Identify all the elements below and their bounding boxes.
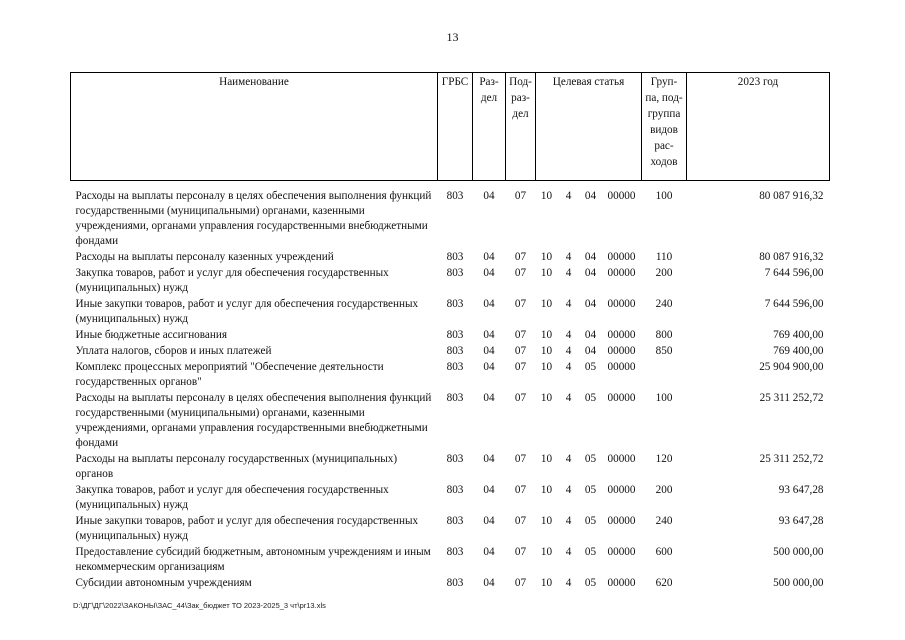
cell-name: Расходы на выплаты персоналу государственных (муниципальных) органов [75,453,398,480]
cell-podrazdel: 07 [514,546,527,558]
cell-target-program: 10 [540,361,553,373]
cell-target-complex: 05 [584,392,597,404]
cell-grbs: 803 [446,577,464,589]
table-row [71,514,830,545]
cell-target-type: 4 [565,546,572,558]
cell-target-direction: 00000 [607,267,636,279]
header-grbs: ГРБС [438,73,473,181]
cell-name: Иные закупки товаров, работ и услуг для обеспечения государственных (муниципальных) нужд [75,515,419,542]
cell-podrazdel: 07 [514,190,527,202]
cell-target-program: 10 [540,515,553,527]
cell-target-type: 4 [565,515,572,527]
file-path-footer: D:\ДГ\ДГ\2022\ЗАКОНЫ\ЗАС_44\Зак_бюджет ТО 2023-2025_3 чт\pr13.xls [73,601,326,610]
table-row [71,360,830,391]
cell-grbs: 803 [446,345,464,357]
cell-name: Комплекс процессных мероприятий "Обеспечение деятельности государственных органов" [75,361,384,388]
cell-target-complex: 05 [584,484,597,496]
cell-razdel: 04 [483,298,495,310]
table-row [71,545,830,576]
cell-razdel: 04 [483,546,495,558]
cell-name: Закупка товаров, работ и услуг для обеспечения государственных (муниципальных) нужд [75,267,389,294]
cell-target-direction: 00000 [607,392,636,404]
cell-podrazdel: 07 [514,345,527,357]
cell-expense-group: 800 [655,329,673,341]
cell-razdel: 04 [483,329,495,341]
cell-target-program: 10 [540,329,553,341]
cell-target-complex: 04 [584,267,597,279]
cell-grbs: 803 [446,267,464,279]
page-number: 13 [446,30,459,44]
cell-razdel: 04 [483,267,495,279]
cell-expense-group: 620 [655,577,673,589]
cell-podrazdel: 07 [514,577,527,589]
cell-expense-group: 110 [655,251,673,263]
cell-target-program: 10 [540,392,553,404]
cell-target-direction: 00000 [607,361,636,373]
header-target-article: Целевая статья [536,73,642,181]
cell-name: Иные закупки товаров, работ и услуг для обеспечения государственных (муниципальных) нужд [75,298,419,325]
cell-target-direction: 00000 [607,298,636,310]
cell-target-program: 10 [540,484,553,496]
cell-target-type: 4 [565,251,572,263]
cell-amount: 25 904 900,00 [759,361,824,373]
cell-target-direction: 00000 [607,577,636,589]
table-row [71,344,830,360]
cell-target-program: 10 [540,190,553,202]
cell-target-complex: 05 [584,546,597,558]
cell-amount: 80 087 916,32 [759,251,824,263]
cell-target-direction: 00000 [607,190,636,202]
cell-amount: 93 647,28 [778,515,824,527]
cell-target-program: 10 [540,546,553,558]
cell-grbs: 803 [446,453,464,465]
table-row [71,250,830,266]
cell-amount: 7 644 596,00 [764,267,824,279]
cell-razdel: 04 [483,190,495,202]
cell-name: Расходы на выплаты персоналу в целях обеспечения выполнения функций государственными (муниципальными) органами, казенными учреждениями, органами управления государственными внебюджетными фондами [75,392,432,449]
cell-name: Субсидии автономным учреждениям [75,577,252,589]
cell-name: Предоставление субсидий бюджетным, автономным учреждениям и иным некоммерческим организациям [75,546,431,573]
cell-target-direction: 00000 [607,484,636,496]
cell-target-complex: 04 [584,345,597,357]
header-podrazdel: Под- раз- дел [506,73,536,181]
table-row [71,452,830,483]
cell-amount: 769 400,00 [773,329,824,341]
cell-target-complex: 04 [584,251,597,263]
header-razdel: Раз- дел [473,73,506,181]
cell-podrazdel: 07 [514,484,527,496]
cell-expense-group: 100 [655,392,673,404]
cell-target-type: 4 [565,392,572,404]
cell-target-type: 4 [565,329,572,341]
cell-target-type: 4 [565,298,572,310]
cell-grbs: 803 [446,298,464,310]
cell-target-type: 4 [565,453,572,465]
cell-podrazdel: 07 [514,392,527,404]
cell-target-direction: 00000 [607,546,636,558]
cell-amount: 25 311 252,72 [759,392,824,404]
cell-podrazdel: 07 [514,453,527,465]
cell-expense-group: 100 [655,190,673,202]
cell-target-direction: 00000 [607,453,636,465]
cell-name: Уплата налогов, сборов и иных платежей [75,345,272,357]
cell-target-program: 10 [540,345,553,357]
cell-target-program: 10 [540,577,553,589]
cell-razdel: 04 [483,345,495,357]
cell-target-complex: 05 [584,515,597,527]
cell-amount: 500 000,00 [773,577,824,589]
cell-amount: 93 647,28 [778,484,824,496]
cell-expense-group: 200 [655,484,673,496]
table-row [71,189,830,250]
cell-razdel: 04 [483,515,495,527]
cell-target-program: 10 [540,298,553,310]
cell-target-program: 10 [540,453,553,465]
cell-target-direction: 00000 [607,251,636,263]
cell-amount: 769 400,00 [773,345,824,357]
cell-name: Расходы на выплаты персоналу казенных учреждений [75,251,334,263]
cell-amount: 500 000,00 [773,546,824,558]
cell-razdel: 04 [483,577,495,589]
cell-target-complex: 04 [584,329,597,341]
cell-podrazdel: 07 [514,267,527,279]
cell-target-program: 10 [540,251,553,263]
cell-grbs: 803 [446,392,464,404]
cell-name: Закупка товаров, работ и услуг для обеспечения государственных (муниципальных) нужд [75,484,389,511]
cell-razdel: 04 [483,484,495,496]
cell-expense-group: 600 [655,546,673,558]
cell-podrazdel: 07 [514,515,527,527]
cell-target-type: 4 [565,361,572,373]
cell-razdel: 04 [483,361,495,373]
cell-target-type: 4 [565,190,572,202]
cell-target-direction: 00000 [607,329,636,341]
table-row [71,483,830,514]
table-body [71,181,830,593]
cell-razdel: 04 [483,251,495,263]
header-expense-group: Груп- па, под- группа видов рас- ходов [642,73,687,181]
cell-expense-group: 200 [655,267,673,279]
cell-target-complex: 04 [584,190,597,202]
cell-podrazdel: 07 [514,251,527,263]
cell-expense-group: 120 [655,453,673,465]
cell-podrazdel: 07 [514,361,527,373]
cell-amount: 25 311 252,72 [759,453,824,465]
cell-grbs: 803 [446,361,464,373]
cell-expense-group: 850 [655,345,673,357]
table-row [71,391,830,452]
cell-expense-group: 240 [655,298,673,310]
header-year: 2023 год [687,73,830,181]
cell-expense-group: 240 [655,515,673,527]
table-row [71,297,830,328]
cell-target-complex: 05 [584,453,597,465]
table-row [71,328,830,344]
cell-grbs: 803 [446,546,464,558]
cell-target-program: 10 [540,267,553,279]
header-name: Наименование [71,73,438,181]
cell-grbs: 803 [446,484,464,496]
cell-target-direction: 00000 [607,345,636,357]
cell-grbs: 803 [446,329,464,341]
table-row [71,266,830,297]
cell-podrazdel: 07 [514,298,527,310]
cell-target-type: 4 [565,484,572,496]
cell-amount: 80 087 916,32 [759,190,824,202]
budget-table [70,72,830,592]
cell-target-direction: 00000 [607,515,636,527]
table-row [71,576,830,592]
cell-grbs: 803 [446,515,464,527]
cell-target-complex: 04 [584,298,597,310]
cell-target-complex: 05 [584,577,597,589]
cell-razdel: 04 [483,453,495,465]
cell-name: Расходы на выплаты персоналу в целях обеспечения выполнения функций государственными (муниципальными) органами, казенными учреждениями, органами управления государственными внебюджетными фондами [75,190,432,247]
cell-grbs: 803 [446,251,464,263]
cell-expense-group [642,360,687,391]
cell-target-type: 4 [565,577,572,589]
cell-razdel: 04 [483,392,495,404]
cell-target-type: 4 [565,267,572,279]
cell-name: Иные бюджетные ассигнования [75,329,227,341]
cell-target-type: 4 [565,345,572,357]
header-row [71,73,830,181]
cell-grbs: 803 [446,190,464,202]
cell-podrazdel: 07 [514,329,527,341]
cell-target-complex: 05 [584,361,597,373]
cell-amount: 7 644 596,00 [764,298,824,310]
